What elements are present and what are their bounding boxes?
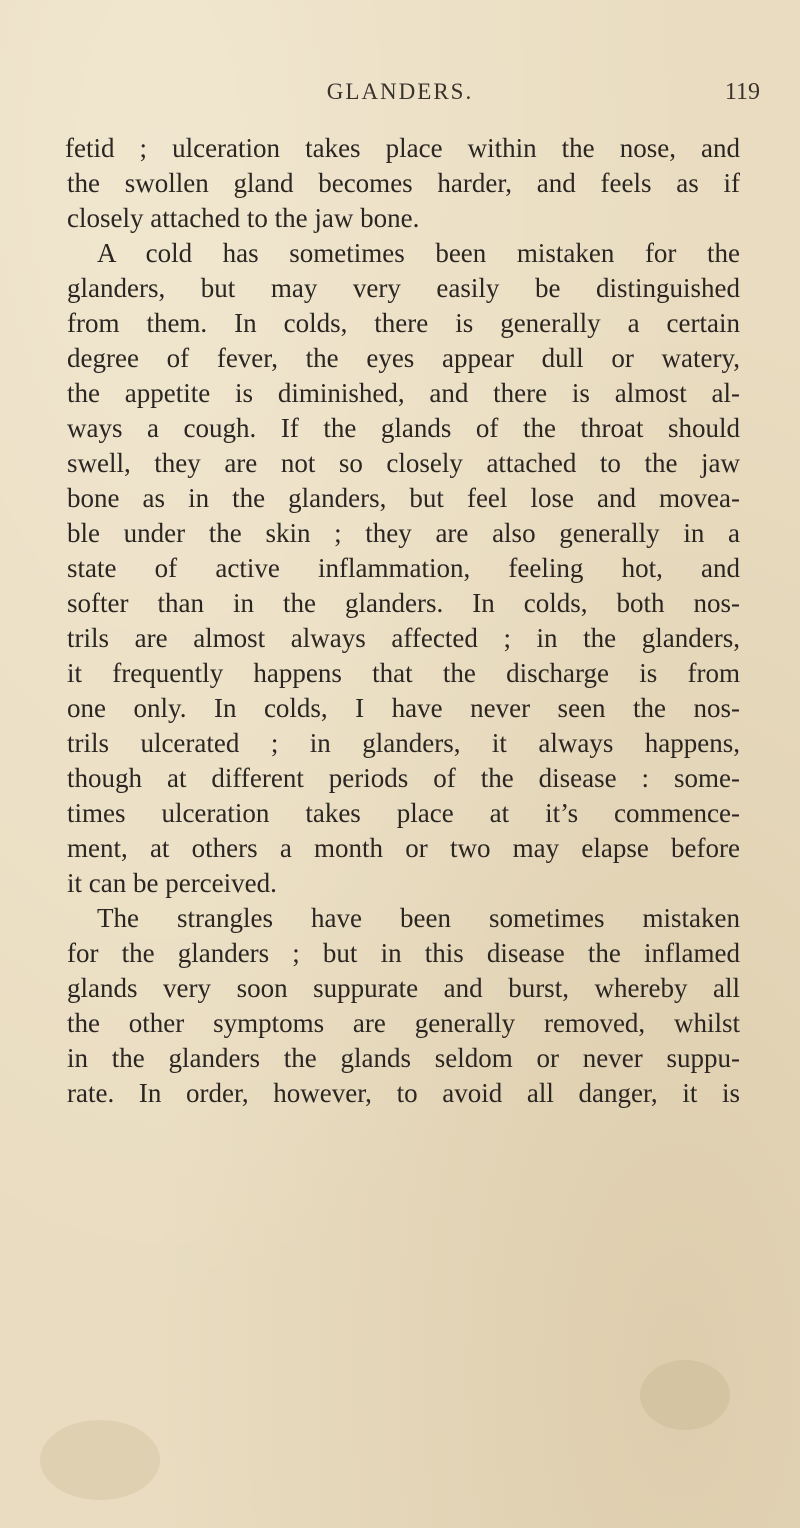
text-line: bone as in the glanders, but feel lose and movea- xyxy=(67,483,740,513)
text-line: state of active inflammation, feeling hot, and xyxy=(67,553,740,583)
text-line: closely attached to the jaw bone. xyxy=(67,203,420,233)
text-line: it frequently happens that the discharge is from xyxy=(67,658,740,688)
text-line: the swollen gland becomes harder, and feels as if xyxy=(67,168,740,198)
paper-stain xyxy=(40,1420,160,1500)
text-line: degree of fever, the eyes appear dull or watery, xyxy=(67,343,740,373)
text-line: the other symptoms are generally removed, whilst xyxy=(67,1008,740,1038)
text-line: in the glanders the glands seldom or never suppu- xyxy=(67,1043,740,1073)
text-line: from them. In colds, there is generally a certain xyxy=(67,308,740,338)
text-line: one only. In colds, I have never seen the nos- xyxy=(67,693,740,723)
text-line: softer than in the glanders. In colds, both nos- xyxy=(67,588,740,618)
text-line: though at different periods of the disease : some- xyxy=(67,763,740,793)
chapter-title: GLANDERS. xyxy=(326,79,474,104)
text-line: times ulceration takes place at it’s commence- xyxy=(67,798,740,828)
text-line: for the glanders ; but in this disease the inflamed xyxy=(67,938,740,968)
text-line: glands very soon suppurate and burst, whereby all xyxy=(67,973,740,1003)
text-line: trils are almost always affected ; in the glanders, xyxy=(67,623,740,653)
text-line: fetid ; ulceration takes place within the nose, and xyxy=(65,133,740,163)
text-line: the appetite is diminished, and there is almost al- xyxy=(67,378,740,408)
text-line: glanders, but may very easily be distinguished xyxy=(67,273,740,303)
text-line: swell, they are not so closely attached to the jaw xyxy=(67,448,740,478)
text-line: ways a cough. If the glands of the throat should xyxy=(67,413,740,443)
page-number: 119 xyxy=(724,79,760,105)
text-line: trils ulcerated ; in glanders, it always happens, xyxy=(67,728,740,758)
text-line: A cold has sometimes been mistaken for the xyxy=(97,238,740,268)
text-line: ble under the skin ; they are also generally in a xyxy=(67,518,740,548)
text-line: ment, at others a month or two may elapse before xyxy=(67,833,740,863)
text-line: it can be perceived. xyxy=(67,868,277,898)
paper-stain xyxy=(640,1360,730,1430)
running-head xyxy=(60,79,760,115)
text-line: rate. In order, however, to avoid all danger, it is xyxy=(67,1078,740,1108)
text-line: The strangles have been sometimes mistaken xyxy=(97,903,740,933)
